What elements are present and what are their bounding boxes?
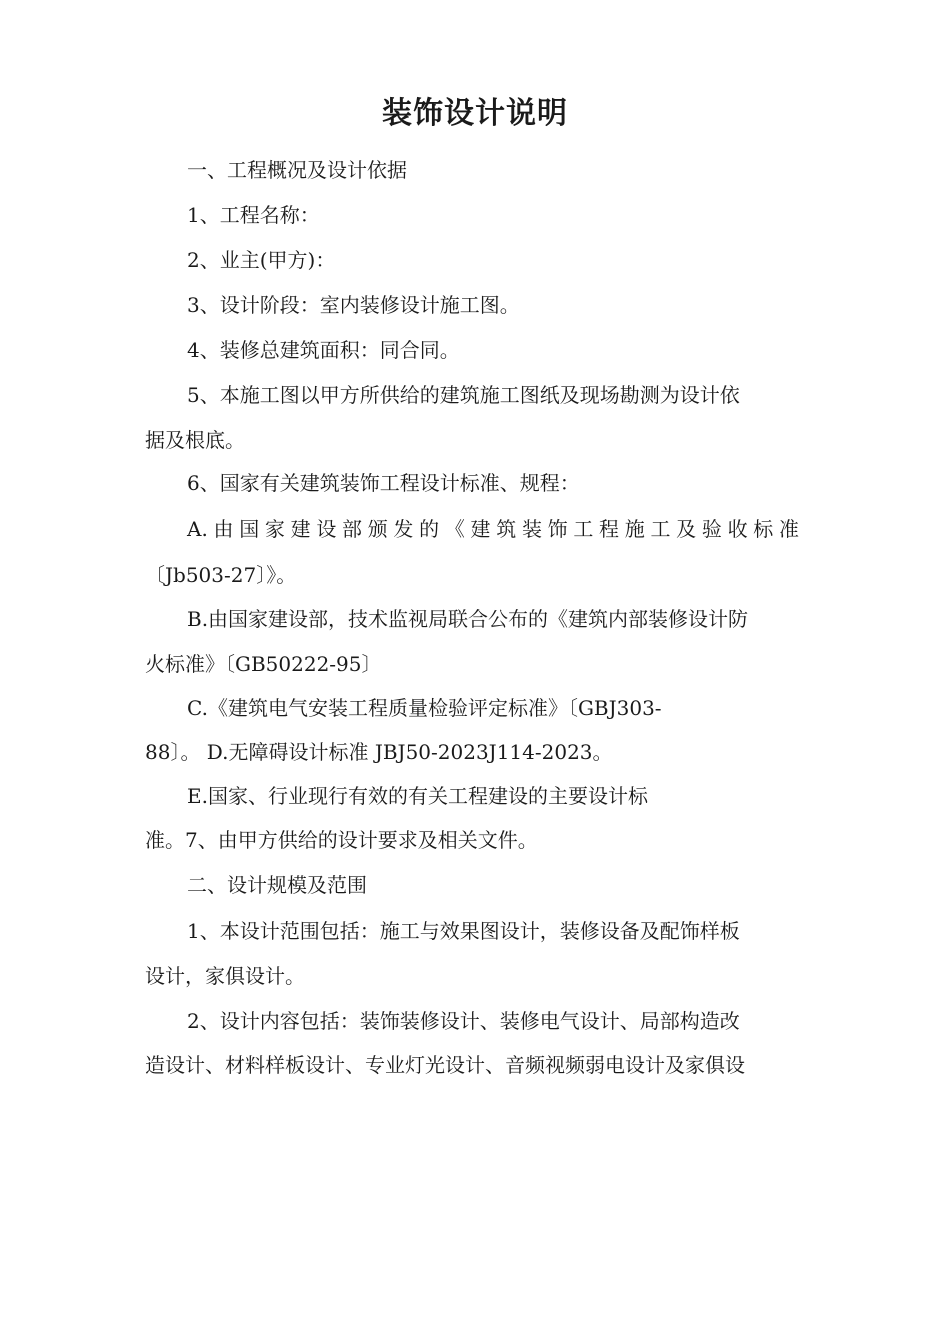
paragraph-line: 2、设计内容包括：装饰装修设计、装修电气设计、局部构造改 bbox=[187, 1009, 740, 1033]
paragraph-line: C.《建筑电气安装工程质量检验评定标准》〔GBJ303- bbox=[187, 696, 662, 720]
paragraph-line: 3、设计阶段：室内装修设计施工图。 bbox=[187, 293, 520, 317]
section-heading-2: 二、设计规模及范围 bbox=[187, 873, 367, 897]
paragraph-line: B.由国家建设部，技术监视局联合公布的《建筑内部装修设计防 bbox=[187, 607, 749, 631]
paragraph-line: 准。7、由甲方供给的设计要求及相关文件。 bbox=[145, 828, 538, 852]
paragraph-line: E.国家、行业现行有效的有关工程建设的主要设计标 bbox=[187, 784, 648, 808]
paragraph-line: 5、本施工图以甲方所供给的建筑施工图纸及现场勘测为设计依 bbox=[187, 383, 740, 407]
paragraph-line: 1、本设计范围包括：施工与效果图设计，装修设备及配饰样板 bbox=[187, 919, 740, 943]
paragraph-line: 2、业主(甲方)： bbox=[187, 248, 336, 272]
paragraph-line: 据及根底。 bbox=[145, 428, 245, 452]
paragraph-line: A.由国家建设部颁发的《建筑装饰工程施工及验收标准 bbox=[187, 517, 799, 541]
paragraph-line: 88〕。 D.无障碍设计标准 JBJ50-2023J114-2023。 bbox=[145, 740, 613, 764]
paragraph-line: 火标准》〔GB50222-95〕 bbox=[145, 652, 382, 676]
paragraph-line: 〔Jb503-27〕》。 bbox=[145, 563, 297, 587]
paragraph-line: 6、国家有关建筑装饰工程设计标准、规程： bbox=[187, 471, 580, 495]
paragraph-line: 设计，家俱设计。 bbox=[145, 964, 305, 988]
paragraph-line: 1、工程名称： bbox=[187, 203, 320, 227]
paragraph-line: 4、装修总建筑面积：同合同。 bbox=[187, 338, 460, 362]
paragraph-line: 造设计、材料样板设计、专业灯光设计、音频视频弱电设计及家俱设 bbox=[145, 1053, 745, 1077]
document-title: 装饰设计说明 bbox=[382, 96, 568, 131]
section-heading-1: 一、工程概况及设计依据 bbox=[187, 158, 407, 182]
